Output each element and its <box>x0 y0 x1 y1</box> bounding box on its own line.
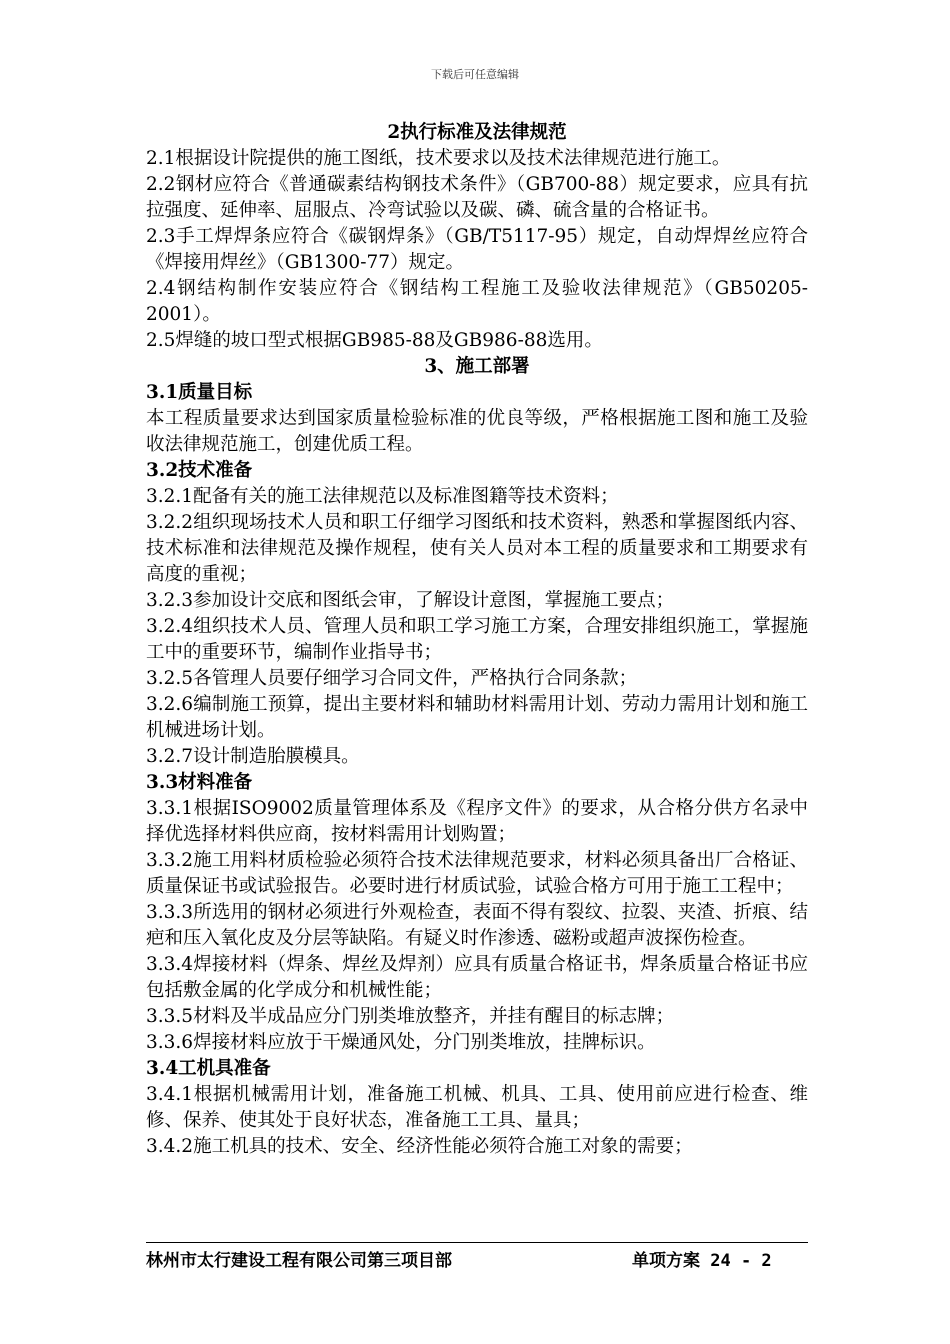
paragraph: 3.2.5各管理人员要仔细学习合同文件，严格执行合同条款； <box>146 668 638 689</box>
paragraph: 3.2.7设计制造胎膜模具。 <box>146 746 360 767</box>
paragraph: 3.3.5材料及半成品应分门别类堆放整齐，并挂有醒目的标志牌； <box>146 1006 675 1027</box>
paragraph: 2.2钢材应符合《普通碳素结构钢技术条件》（GB700-88）规定要求，应具有抗拉强度、延伸率、屈服点、冷弯试验以及碳、磷、硫含量的合格证书。 <box>146 174 808 221</box>
paragraph: 3.3.4焊接材料（焊条、焊丝及焊剂）应具有质量合格证书，焊条质量合格证书应包括敷金属的化学成分和机械性能； <box>146 954 808 1001</box>
download-note: 下载后可任意编辑 <box>431 68 519 81</box>
footer-company: 林州市太行建设工程有限公司第三项目部 <box>146 1251 452 1271</box>
footer-divider <box>146 1242 808 1243</box>
paragraph: 3.4.1根据机械需用计划，准备施工机械、机具、工具、使用前应进行检查、维修、保养、使其处于良好状态，准备施工工具、量具； <box>146 1084 808 1131</box>
section-heading: 3、施工部署 <box>424 356 530 377</box>
paragraph: 本工程质量要求达到国家质量检验标准的优良等级，严格根据施工图和施工及验收法律规范施工，创建优质工程。 <box>146 408 808 455</box>
paragraph: 3.2.1配备有关的施工法律规范以及标准图籍等技术资料； <box>146 486 619 507</box>
paragraph: 2.1根据设计院提供的施工图纸，技术要求以及技术法律规范进行施工。 <box>146 148 731 169</box>
paragraph: 3.2.3参加设计交底和图纸会审，了解设计意图，掌握施工要点； <box>146 590 675 611</box>
paragraph: 3.2.2组织现场技术人员和职工仔细学习图纸和技术资料，熟悉和掌握图纸内容、技术标准和法律规范及操作规程，使有关人员对本工程的质量要求和工期要求有高度的重视； <box>146 512 808 585</box>
paragraph: 3.3.6焊接材料应放于干燥通风处，分门别类堆放，挂牌标识。 <box>146 1032 656 1053</box>
page-footer <box>146 1246 808 1272</box>
paragraph: 3.2.4组织技术人员、管理人员和职工学习施工方案，合理安排组织施工，掌握施工中的重要环节，编制作业指导书； <box>146 616 808 663</box>
footer-page-number: 单项方案 24 - 2 <box>632 1251 772 1271</box>
paragraph: 3.2.6编制施工预算，提出主要材料和辅助材料需用计划、劳动力需用计划和施工机械进场计划。 <box>146 694 808 741</box>
paragraph: 2.5焊缝的坡口型式根据GB985-88及GB986-88选用。 <box>146 330 603 351</box>
section-heading: 2执行标准及法律规范 <box>387 122 567 143</box>
paragraph: 3.3.2施工用料材质检验必须符合技术法律规范要求，材料必须具备出厂合格证、质量保证书或试验报告。必要时进行材质试验，试验合格方可用于施工工程中； <box>146 850 808 897</box>
subsection-heading: 3.2技术准备 <box>146 460 253 481</box>
paragraph: 3.3.1根据ISO9002质量管理体系及《程序文件》的要求，从合格分供方名录中择优选择材料供应商，按材料需用计划购置； <box>146 798 808 845</box>
paragraph: 3.4.2施工机具的技术、安全、经济性能必须符合施工对象的需要； <box>146 1136 693 1157</box>
subsection-heading: 3.1质量目标 <box>146 382 253 403</box>
paragraph: 3.3.3所选用的钢材必须进行外观检查，表面不得有裂纹、拉裂、夹渣、折痕、结疤和压入氧化皮及分层等缺陷。有疑义时作渗透、磁粉或超声波探伤检查。 <box>146 902 808 949</box>
subsection-heading: 3.4工机具准备 <box>146 1058 271 1079</box>
document-body <box>146 120 808 1160</box>
paragraph: 2.3手工焊焊条应符合《碳钢焊条》（GB/T5117-95）规定，自动焊焊丝应符合《焊接用焊丝》（GB1300-77）规定。 <box>146 226 808 273</box>
subsection-heading: 3.3材料准备 <box>146 772 253 793</box>
paragraph: 2.4钢结构制作安装应符合《钢结构工程施工及验收法律规范》（GB50205-2001）。 <box>146 278 808 325</box>
